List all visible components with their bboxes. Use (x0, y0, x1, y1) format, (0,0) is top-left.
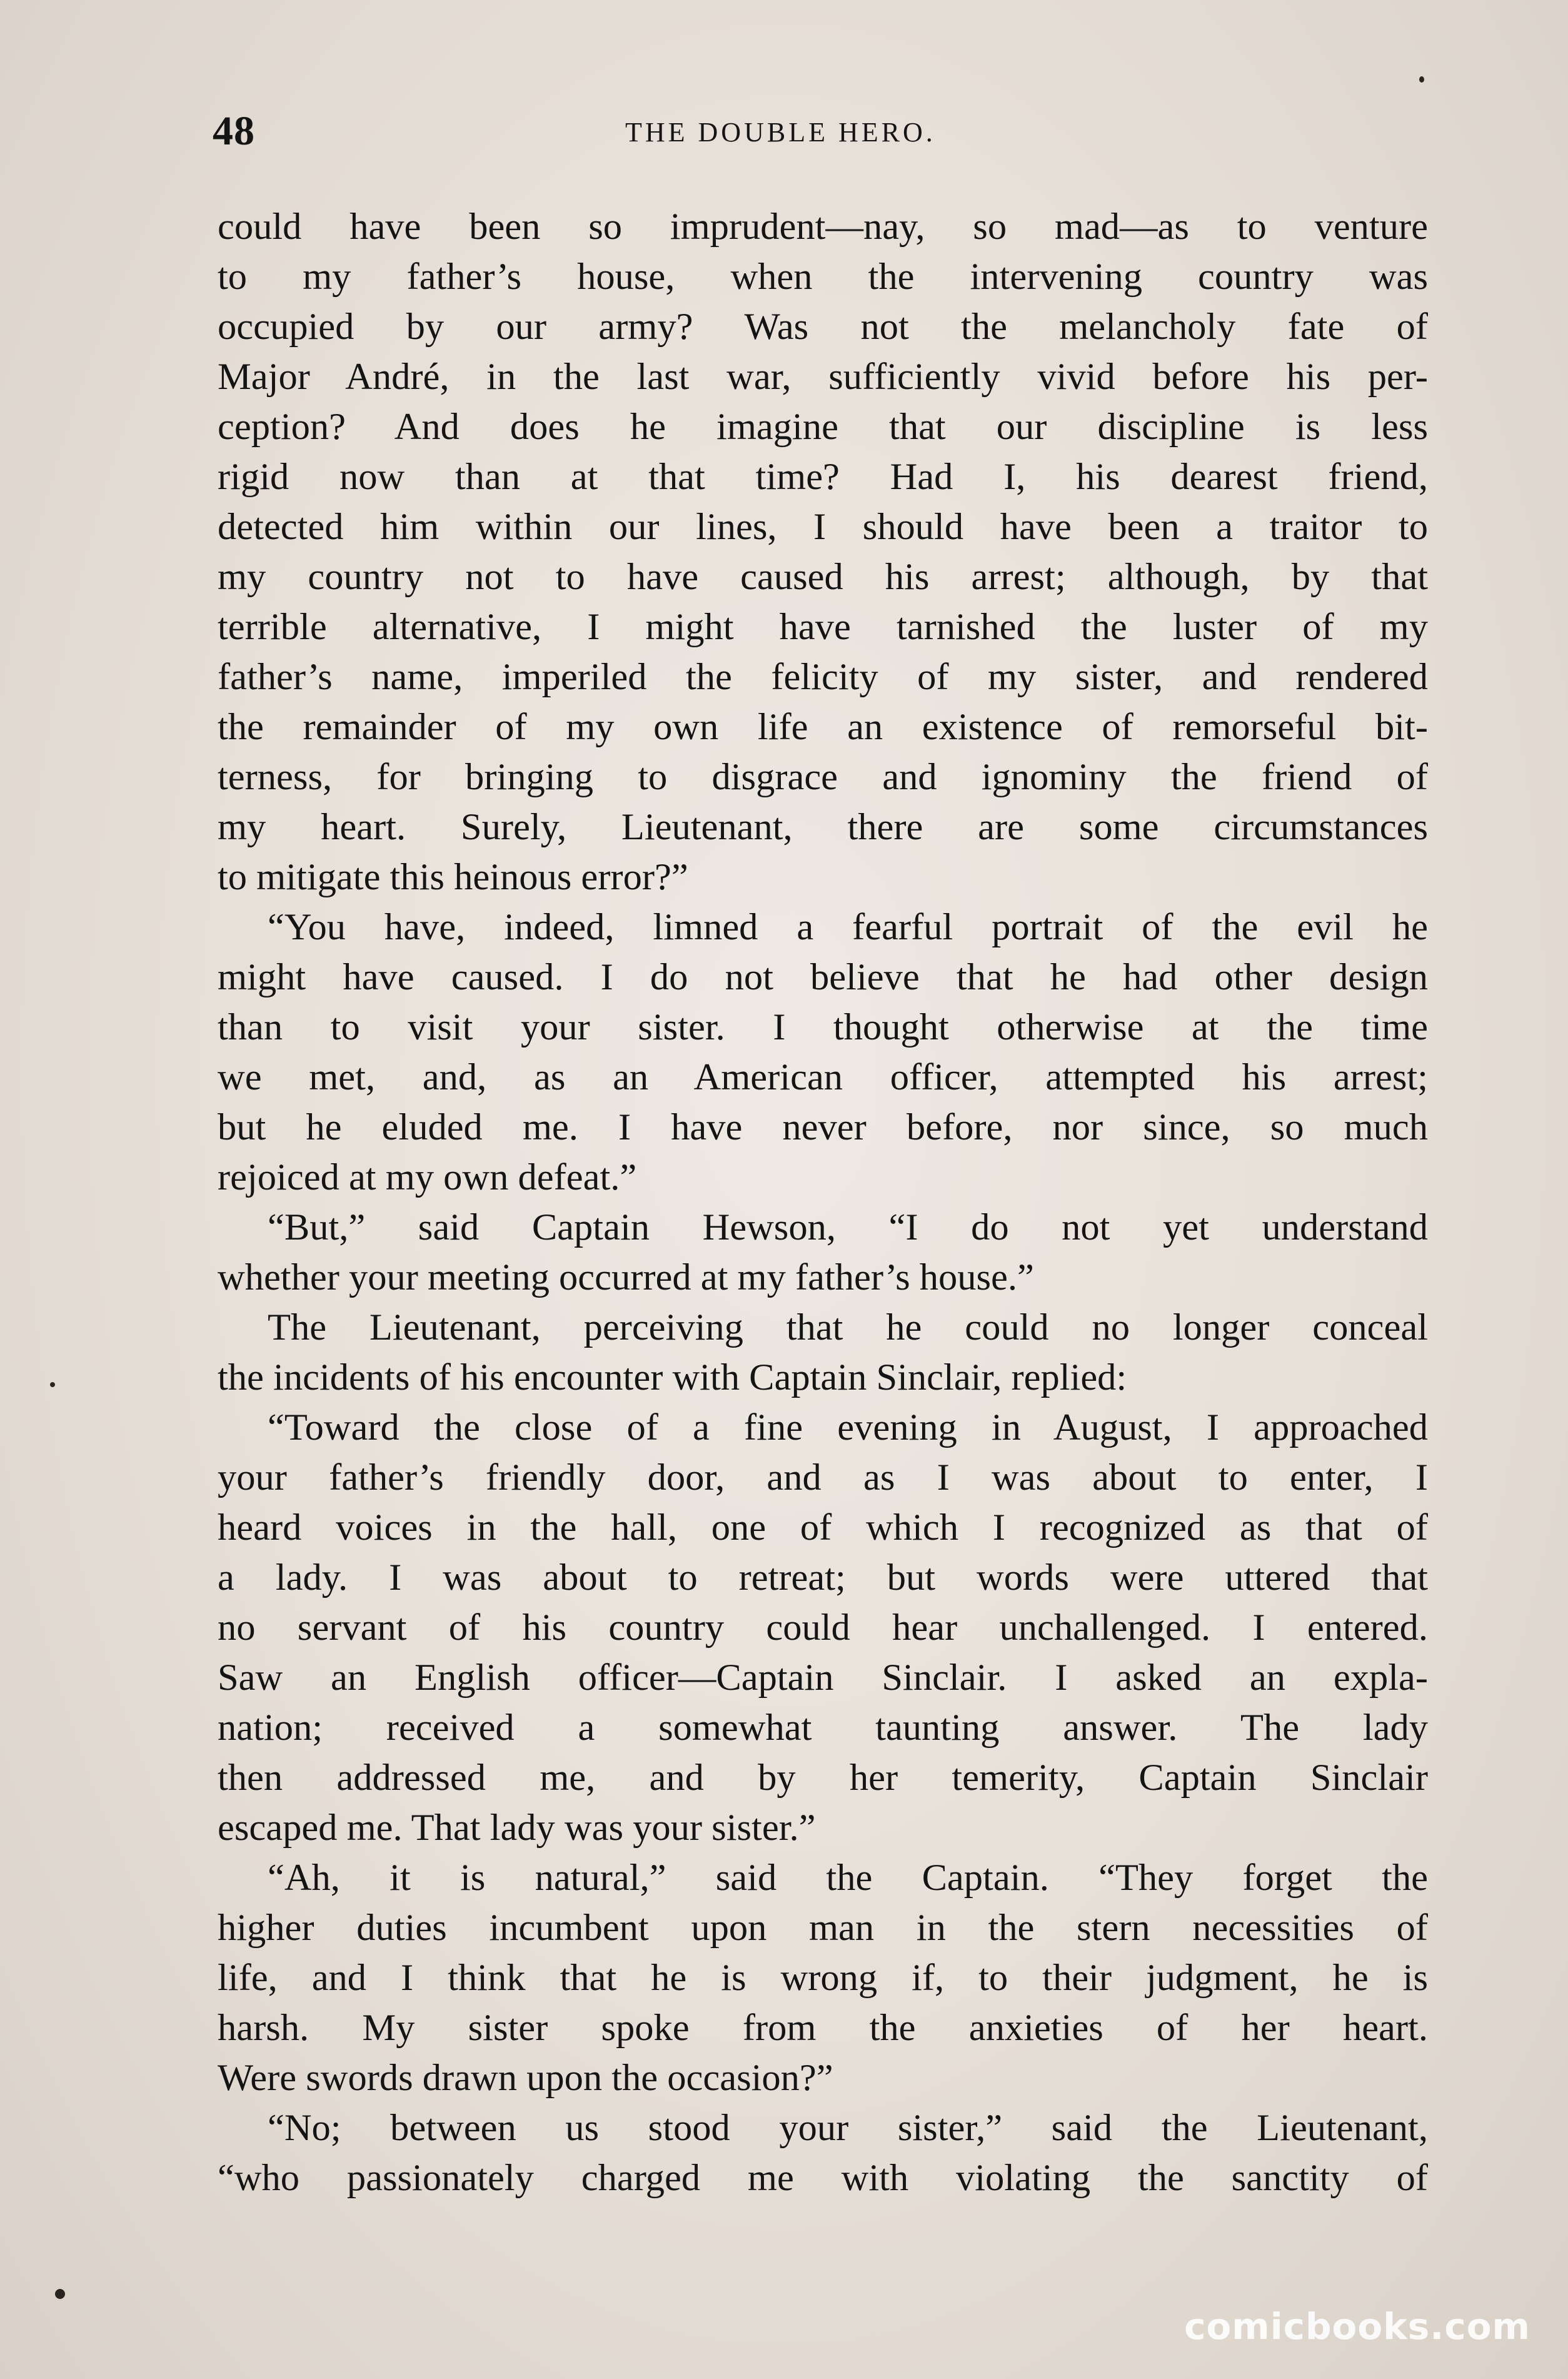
text-line: Major André, in the last war, sufficiently vivid before his per- (218, 356, 1428, 398)
ink-speck (55, 2289, 65, 2299)
text-line: than to visit your sister. I thought otherwise at the time (218, 1006, 1428, 1048)
ink-speck (50, 1382, 55, 1387)
text-line: a lady. I was about to retreat; but words were uttered that (218, 1557, 1428, 1599)
text-line: no servant of his country could hear unchallenged. I entered. (218, 1607, 1428, 1649)
text-line: my heart. Surely, Lieutenant, there are some circumstances (218, 806, 1428, 848)
text-line: nation; received a somewhat taunting answer. The lady (218, 1707, 1428, 1749)
text-line: terness, for bringing to disgrace and ignominy the friend of (218, 756, 1428, 798)
running-title: THE DOUBLE HERO. (625, 117, 936, 148)
text-line: “No; between us stood your sister,” said the Lieutenant, (268, 2107, 1428, 2149)
text-line: “You have, indeed, limned a fearful portrait of the evil he (268, 906, 1428, 948)
text-line: detected him within our lines, I should have been a traitor to (218, 506, 1428, 548)
text-line: to my father’s house, when the intervening country was (218, 256, 1428, 298)
text-line: could have been so imprudent—nay, so mad—as to venture (218, 206, 1428, 248)
text-line: “who passionately charged me with violating the sanctity of (218, 2157, 1428, 2199)
text-line: we met, and, as an American officer, attempted his arrest; (218, 1056, 1428, 1098)
text-line: the remainder of my own life an existence of remorseful bit- (218, 706, 1428, 748)
text-line: Saw an English officer—Captain Sinclair. I asked an expla- (218, 1657, 1428, 1699)
text-line: “Ah, it is natural,” said the Captain. “They forget the (268, 1857, 1428, 1899)
text-line: higher duties incumbent upon man in the stern necessities of (218, 1907, 1428, 1949)
text-line: Were swords drawn upon the occasion?” (218, 2057, 833, 2099)
text-line: my country not to have caused his arrest; although, by that (218, 556, 1428, 598)
text-line: the incidents of his encounter with Captain Sinclair, replied: (218, 1356, 1127, 1398)
watermark: comicbooks.com (1184, 2305, 1530, 2348)
text-line: occupied by our army? Was not the melancholy fate of (218, 306, 1428, 348)
text-line: harsh. My sister spoke from the anxieties of her heart. (218, 2007, 1428, 2049)
text-line: might have caused. I do not believe that he had other design (218, 956, 1428, 998)
text-line: heard voices in the hall, one of which I recognized as that of (218, 1507, 1428, 1548)
text-line: then addressed me, and by her temerity, Captain Sinclair (218, 1757, 1428, 1799)
page-number: 48 (213, 108, 255, 154)
text-line: life, and I think that he is wrong if, to their judgment, he is (218, 1957, 1428, 1999)
text-line: “Toward the close of a fine evening in August, I approached (268, 1407, 1428, 1448)
text-line: escaped me. That lady was your sister.” (218, 1807, 816, 1849)
text-line: to mitigate this heinous error?” (218, 856, 688, 898)
body-text (218, 202, 1428, 2203)
text-line: whether your meeting occurred at my father’s house.” (218, 1256, 1034, 1298)
text-line: rigid now than at that time? Had I, his dearest friend, (218, 456, 1428, 498)
text-line: your father’s friendly door, and as I was about to enter, I (218, 1457, 1428, 1498)
text-line: The Lieutenant, perceiving that he could no longer conceal (268, 1306, 1428, 1348)
text-line: ception? And does he imagine that our discipline is less (218, 406, 1428, 448)
text-line: father’s name, imperiled the felicity of my sister, and rendered (218, 656, 1428, 698)
ink-speck (1419, 76, 1424, 83)
text-line: terrible alternative, I might have tarnished the luster of my (218, 606, 1428, 648)
text-line: “But,” said Captain Hewson, “I do not yet understand (268, 1206, 1428, 1248)
text-line: rejoiced at my own defeat.” (218, 1156, 637, 1198)
text-line: but he eluded me. I have never before, nor since, so much (218, 1106, 1428, 1148)
